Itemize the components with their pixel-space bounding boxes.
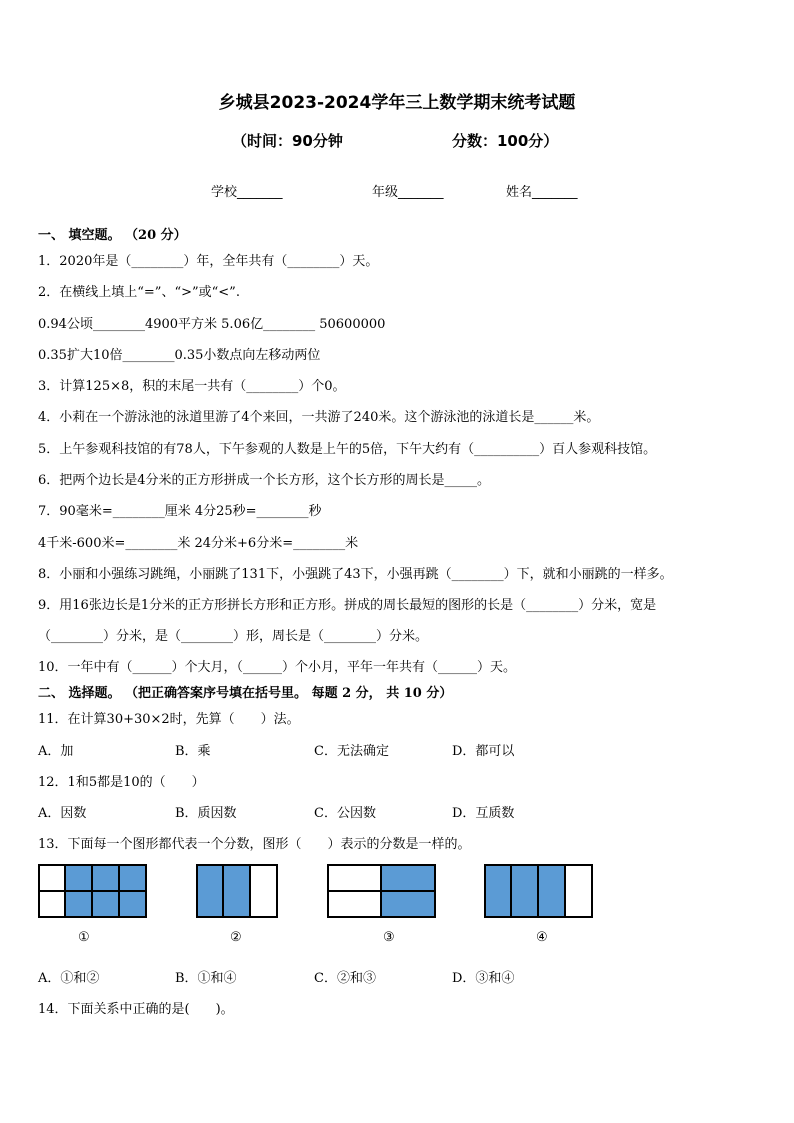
question-line: （________）分米，是（________）形，周长是（________）分米。 xyxy=(38,629,429,644)
fraction-figure-3 xyxy=(327,864,436,918)
grade-field: 年级_______ xyxy=(372,185,444,200)
option-d: D．③和④ xyxy=(452,971,515,986)
question-line: 10．一年中有（______）个大月，（______）个小月，平年一年共有（______）天。 xyxy=(38,660,517,675)
section-heading-choice: 二、 选择题。 （把正确答案序号填在括号里。 每题 2 分， 共 10 分） xyxy=(38,686,453,701)
figure-label-3: ③ xyxy=(383,930,395,945)
question-line: 3．计算125×8，积的末尾一共有（________）个0。 xyxy=(38,379,346,394)
figure-label-4: ④ xyxy=(536,930,548,945)
option-a: A．①和② xyxy=(38,971,100,986)
page-title: 乡城县2023-2024学年三上数学期末统考试题 xyxy=(218,93,576,113)
section-heading-fill: 一、 填空题。 （20 分） xyxy=(38,228,187,243)
figure-label-1: ① xyxy=(78,930,90,945)
option-d: D．互质数 xyxy=(452,806,515,821)
figure-label-2: ② xyxy=(230,930,242,945)
question-line: 4千米-600米=________米 24分米+6分米=________米 xyxy=(38,536,359,551)
fraction-figure-4 xyxy=(484,864,593,918)
option-c: C．②和③ xyxy=(314,971,376,986)
fraction-figure-1 xyxy=(38,864,147,918)
question-line: 1．2020年是（________）年，全年共有（________）天。 xyxy=(38,254,379,269)
option-c: C．公因数 xyxy=(314,806,376,821)
question-line: 6．把两个边长是4分米的正方形拼成一个长方形，这个长方形的周长是_____。 xyxy=(38,473,491,488)
fraction-figure-2 xyxy=(196,864,278,918)
question-11: 11．在计算30+30×2时，先算（ ）法。 xyxy=(38,712,300,727)
question-line: 0.94公顷________4900平方米 5.06亿________ 50600000 xyxy=(38,317,386,332)
name-field: 姓名_______ xyxy=(506,185,578,200)
question-line: 8．小丽和小强练习跳绳，小丽跳了131下，小强跳了43下，小强再跳（________）下，就和小丽跳的一样多。 xyxy=(38,567,673,582)
exam-score: 分数：100分） xyxy=(452,132,559,150)
question-line: 4．小莉在一个游泳池的泳道里游了4个来回，一共游了240米。这个游泳池的泳道长是______米。 xyxy=(38,410,600,425)
option-b: B．①和④ xyxy=(175,971,237,986)
option-b: B．质因数 xyxy=(175,806,237,821)
exam-time: （时间：90分钟 xyxy=(232,132,343,150)
question-line: 2．在横线上填上“=”、“>”或“<”. xyxy=(38,285,240,300)
option-a: A．因数 xyxy=(38,806,87,821)
question-line: 0.35扩大10倍________0.35小数点向左移动两位 xyxy=(38,348,321,363)
question-14: 14．下面关系中正确的是( )。 xyxy=(38,1002,234,1017)
school-field: 学校_______ xyxy=(211,185,283,200)
option-b: B．乘 xyxy=(175,744,211,759)
question-line: 5．上午参观科技馆的有78人，下午参观的人数是上午的5倍，下午大约有（__________）百人参观科技馆。 xyxy=(38,442,657,457)
question-13: 13．下面每一个图形都代表一个分数，图形（ ）表示的分数是一样的。 xyxy=(38,837,471,852)
option-a: A．加 xyxy=(38,744,74,759)
question-line: 7．90毫米=________厘米 4分25秒=________秒 xyxy=(38,504,322,519)
question-12: 12．1和5都是10的（ ） xyxy=(38,775,205,790)
question-line: 9．用16张边长是1分米的正方形拼长方形和正方形。拼成的周长最短的图形的长是（________）分米，宽是 xyxy=(38,598,657,613)
option-d: D．都可以 xyxy=(452,744,515,759)
option-c: C．无法确定 xyxy=(314,744,389,759)
